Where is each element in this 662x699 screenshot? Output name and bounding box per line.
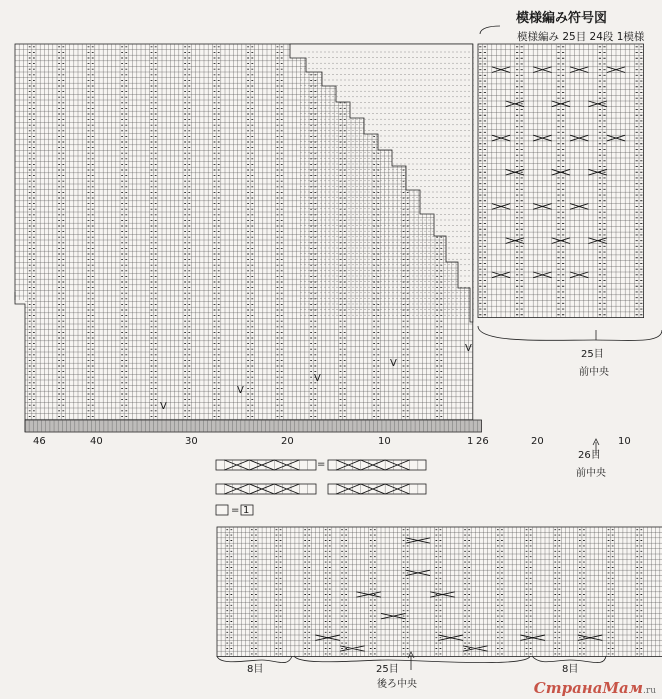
bottom-stitch-count: 26目: [578, 450, 601, 461]
motif-brace: [478, 326, 662, 341]
lower-left-count: 8目: [247, 664, 264, 675]
right-center-label: 前中央: [579, 367, 609, 378]
chart-title: 模様編み符号図: [516, 11, 608, 26]
lower-right-count: 8目: [562, 664, 579, 675]
watermark-logo: [534, 679, 656, 697]
axis-label-30: 30: [185, 436, 198, 447]
lower-mid-count: 25目: [376, 664, 399, 675]
bottom-center-label: 前中央: [576, 468, 606, 479]
legend-knit-box: [216, 505, 228, 515]
lower-chart-grid: [217, 527, 662, 657]
motif-top-brace: [480, 26, 500, 34]
axis-label-40: 40: [90, 436, 103, 447]
axis-label-26: 26: [476, 436, 489, 447]
legend-swatch-1: [216, 460, 316, 470]
axis-label-20-right: 20: [531, 436, 544, 447]
axis-label-10: 10: [378, 436, 391, 447]
lower-mid-center: 後ろ中央: [377, 679, 417, 690]
increase-symbol-2: V: [390, 358, 397, 369]
increase-symbol-3: V: [314, 373, 321, 384]
motif-chart-grid: [478, 44, 644, 318]
increase-symbol-5: V: [160, 401, 167, 412]
right-stitch-count: 25目: [581, 349, 604, 360]
watermark-sub: .ru: [643, 686, 656, 696]
increase-symbol-4: V: [237, 385, 244, 396]
legend-equals-2: =: [231, 505, 240, 516]
watermark-text: СтранаМам: [533, 679, 644, 697]
axis-label-10-right: 10: [618, 436, 631, 447]
axis-label-20: 20: [281, 436, 294, 447]
legend-swatch-3: [216, 484, 316, 494]
axis-label-1: 1: [467, 436, 474, 447]
legend-box-one: 1: [243, 505, 250, 516]
legend-swatch-2: [328, 460, 426, 470]
increase-symbol-1: V: [465, 343, 472, 354]
left-notch-mask: [0, 300, 25, 440]
axis-label-46: 46: [33, 436, 46, 447]
chart-subtitle: 模様編み 25目 24段 1模様: [517, 31, 645, 43]
legend-swatch-4: [328, 484, 426, 494]
bottom-band-grid: [25, 420, 482, 432]
legend-equals-1: =: [317, 459, 326, 470]
